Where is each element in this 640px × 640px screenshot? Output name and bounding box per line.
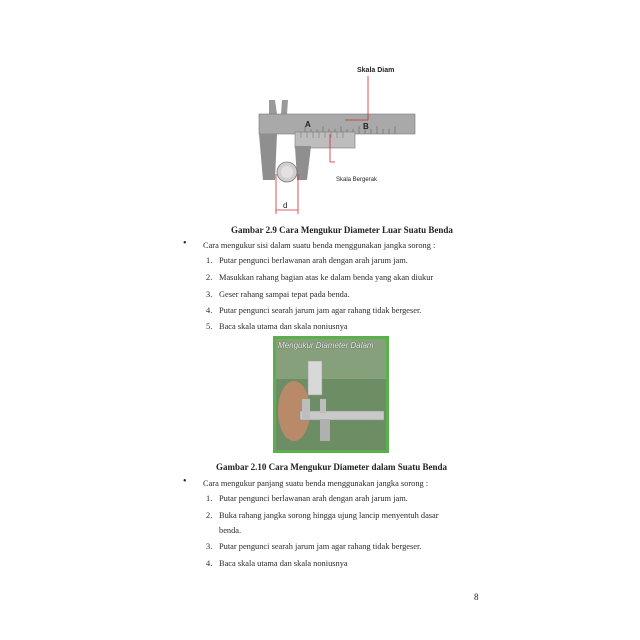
list-item: Masukkan rahang bagian atas ke dalam benda yang akan diukur <box>219 273 434 282</box>
bullet-point: • <box>183 476 187 487</box>
list-number: 5. <box>206 322 213 331</box>
list-number: 4. <box>206 306 213 315</box>
figure-caption-2-10: Gambar 2.10 Cara Mengukur Diameter dalam Suatu Benda <box>216 462 448 472</box>
list-item: Putar pengunci berlawanan arah dengan arah jarum jam. <box>219 494 408 503</box>
section1-intro: Cara mengukur sisi dalam suatu benda menggunakan jangka sorong : <box>203 241 436 250</box>
inner-diameter-photo <box>273 336 389 453</box>
list-number: 2. <box>206 511 213 520</box>
list-item: Putar pengunci searah jarum jam agar rahang tidak bergeser. <box>219 306 422 315</box>
list-number: 2. <box>206 273 213 282</box>
label-a: A <box>305 120 311 129</box>
list-item-continuation: benda. <box>219 526 242 535</box>
caliper-illustration <box>255 62 425 217</box>
label-b: B <box>363 122 369 131</box>
page-number: 8 <box>474 592 479 602</box>
list-number: 1. <box>206 256 213 265</box>
skala-bergerak-label: Skala Bergerak <box>336 177 378 183</box>
photo-overlay-title: Mengukur Diameter Dalam <box>278 341 374 350</box>
list-item: Geser rahang sampai tepat pada benda. <box>219 290 350 299</box>
list-item: Baca skala utama dan skala noniusnya <box>219 559 348 568</box>
list-number: 3. <box>206 542 213 551</box>
list-item: Buka rahang jangka sorong hingga ujung lancip menyentuh dasar <box>219 511 439 520</box>
caliper-photo-illustration <box>276 339 386 450</box>
list-item: Baca skala utama dan skala noniusnya <box>219 322 348 331</box>
caliper-outer-diameter-figure <box>255 62 425 217</box>
diameter-d-label: d <box>283 201 288 210</box>
bullet-point: • <box>183 238 187 249</box>
list-number: 1. <box>206 494 213 503</box>
skala-diam-label: Skala Diam <box>357 67 395 74</box>
section2-intro: Cara mengukur panjang suatu benda menggunakan jangka sorong : <box>203 479 429 488</box>
list-number: 4. <box>206 559 213 568</box>
list-item: Putar pengunci searah jarum jam agar rahang tidak bergeser. <box>219 542 422 551</box>
list-item: Putar pengunci berlawanan arah dengan arah jarum jam. <box>219 256 408 265</box>
figure-caption-2-9: Gambar 2.9 Cara Mengukur Diameter Luar Suatu Benda <box>231 225 453 235</box>
list-number: 3. <box>206 290 213 299</box>
